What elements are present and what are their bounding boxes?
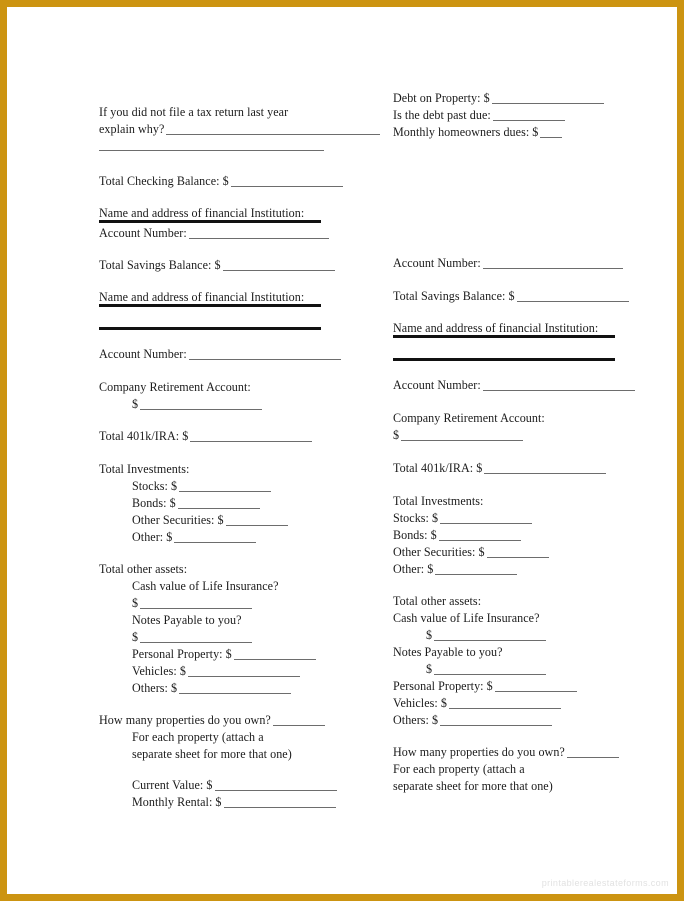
form-label-current-value: Current Value: $: [132, 778, 213, 792]
blank-field-total-401k-ira[interactable]: [190, 431, 312, 442]
form-label-company-retirement: Company Retirement Account:: [99, 380, 251, 394]
form-line-fin-institution-2: [99, 290, 304, 305]
form-line-current-value: [99, 778, 337, 793]
form-label-account-number-1: Account Number:: [99, 226, 187, 240]
form-label-vehicles: Vehicles: $: [393, 696, 447, 710]
form-line-bonds: [99, 496, 260, 511]
form-label-cash-value-life-ins-amt: $: [132, 596, 139, 610]
blank-field-other[interactable]: [435, 564, 517, 575]
blank-field-total-checking-balance[interactable]: [231, 176, 343, 187]
form-line-others: [99, 681, 291, 696]
blank-field-others[interactable]: [440, 715, 552, 726]
heavy-rule-fin-institution-1-rule-b[interactable]: [393, 358, 615, 361]
form-label-debt-on-property: Debt on Property: $: [393, 91, 490, 105]
form-label-fin-institution-1: Name and address of financial Institution:: [393, 321, 599, 335]
form-line-notes-payable: [360, 645, 503, 660]
form-line-stocks: [360, 511, 532, 526]
form-line-how-many-properties: [99, 713, 325, 728]
blank-field-how-many-properties[interactable]: [273, 715, 325, 726]
form-line-notes-payable-amt: [99, 630, 252, 645]
form-label-total-checking-balance: Total Checking Balance: $: [99, 174, 229, 188]
form-label-others: Others: $: [132, 681, 178, 695]
form-label-total-investments: Total Investments:: [99, 462, 190, 476]
form-line-account-number-1: [99, 226, 329, 241]
form-line-for-each-property-2: [99, 747, 292, 762]
form-sheet: [7, 7, 677, 894]
blank-field-total-401k-ira[interactable]: [484, 463, 606, 474]
form-label-monthly-rental: Monthly Rental: $: [132, 795, 222, 809]
blank-field-others[interactable]: [179, 683, 291, 694]
form-label-for-each-property-2: separate sheet for more that one): [393, 779, 553, 793]
form-line-total-savings-balance: [99, 258, 335, 273]
form-line-total-savings-balance: [360, 289, 629, 304]
form-label-total-investments: Total Investments:: [393, 494, 484, 508]
form-label-others: Others: $: [393, 713, 439, 727]
blank-field-other[interactable]: [174, 532, 256, 543]
form-line-fin-institution-1: [99, 206, 304, 221]
form-line-account-number-2: [360, 378, 635, 393]
form-line-other: [99, 530, 256, 545]
blank-field-personal-property[interactable]: [234, 649, 316, 660]
form-label-total-other-assets: Total other assets:: [393, 594, 482, 608]
form-label-total-401k-ira: Total 401k/IRA: $: [99, 429, 189, 443]
form-line-total-investments: [360, 494, 483, 509]
form-line-cash-value-life-ins: [360, 611, 540, 626]
blank-field-company-retirement-amt[interactable]: [401, 430, 523, 441]
footer-watermark: printablerealestateforms.com: [541, 878, 669, 888]
form-label-total-savings-balance: Total Savings Balance: $: [393, 289, 515, 303]
form-label-notes-payable-amt: $: [426, 662, 433, 676]
form-label-other: Other: $: [132, 530, 173, 544]
blank-field-account-number-2[interactable]: [189, 349, 341, 360]
form-label-notes-payable: Notes Payable to you?: [393, 645, 503, 659]
heavy-rule-fin-institution-2-rule-b[interactable]: [99, 327, 321, 330]
blank-field-notes-payable-amt[interactable]: [140, 632, 252, 643]
form-line-total-other-assets: [99, 562, 187, 577]
form-line-account-number-2: [99, 347, 341, 362]
blank-rule-explain-why-rule[interactable]: [99, 150, 324, 151]
form-line-for-each-property-2: [360, 779, 553, 794]
form-line-personal-property: [99, 647, 316, 662]
form-line-company-retirement-amt: [360, 428, 523, 443]
form-line-other: [360, 562, 517, 577]
blank-field-stocks[interactable]: [440, 513, 532, 524]
blank-field-how-many-properties[interactable]: [567, 747, 619, 758]
form-label-company-retirement-amt: $: [393, 428, 400, 442]
form-label-other-securities: Other Securities: $: [393, 545, 485, 559]
form-line-personal-property: [360, 679, 577, 694]
blank-field-stocks[interactable]: [179, 481, 271, 492]
form-line-bonds: [360, 528, 521, 543]
form-label-for-each-property-1: For each property (attach a: [393, 762, 525, 776]
form-label-notes-payable-amt: $: [132, 630, 139, 644]
blank-field-account-number-1[interactable]: [189, 228, 329, 239]
form-line-vehicles: [360, 696, 561, 711]
form-label-account-number-2: Account Number:: [393, 378, 481, 392]
form-label-fin-institution-2: Name and address of financial Institution:: [99, 290, 305, 304]
form-label-for-each-property-2: separate sheet for more that one): [132, 747, 292, 761]
form-label-account-number-1: Account Number:: [393, 256, 481, 270]
blank-field-account-number-1[interactable]: [483, 258, 623, 269]
form-line-vehicles: [99, 664, 300, 679]
blank-field-cash-value-life-ins-amt[interactable]: [434, 630, 546, 641]
form-line-no-tax-return-q2: [99, 122, 380, 137]
form-label-other-securities: Other Securities: $: [132, 513, 224, 527]
form-line-total-investments: [99, 462, 189, 477]
form-line-for-each-property-1: [360, 762, 525, 777]
form-label-is-debt-past-due: Is the debt past due:: [393, 108, 491, 122]
blank-field-is-debt-past-due[interactable]: [493, 110, 565, 121]
blank-field-vehicles[interactable]: [449, 698, 561, 709]
form-label-personal-property: Personal Property: $: [132, 647, 232, 661]
blank-field-personal-property[interactable]: [495, 681, 577, 692]
form-line-total-401k-ira: [360, 461, 606, 476]
blank-field-account-number-2[interactable]: [483, 380, 635, 391]
heavy-rule-fin-institution-2-rule-a[interactable]: [99, 304, 321, 307]
form-label-company-retirement-amt: $: [132, 397, 139, 411]
form-label-total-savings-balance: Total Savings Balance: $: [99, 258, 221, 272]
form-label-account-number-2: Account Number:: [99, 347, 187, 361]
form-label-how-many-properties: How many properties do you own?: [99, 713, 271, 727]
form-label-notes-payable: Notes Payable to you?: [132, 613, 242, 627]
blank-field-no-tax-return-q2[interactable]: [166, 124, 380, 135]
form-label-bonds: Bonds: $: [393, 528, 437, 542]
form-label-cash-value-life-ins: Cash value of Life Insurance?: [393, 611, 540, 625]
form-label-cash-value-life-ins: Cash value of Life Insurance?: [132, 579, 279, 593]
form-line-for-each-property-1: [99, 730, 264, 745]
form-line-company-retirement: [99, 380, 251, 395]
form-label-bonds: Bonds: $: [132, 496, 176, 510]
form-label-how-many-properties: How many properties do you own?: [393, 745, 565, 759]
form-label-cash-value-life-ins-amt: $: [426, 628, 433, 642]
form-line-stocks: [99, 479, 271, 494]
form-line-total-other-assets: [360, 594, 481, 609]
form-line-no-tax-return-q1: [99, 105, 288, 120]
blank-field-total-savings-balance[interactable]: [517, 291, 629, 302]
form-line-monthly-hoa-dues: [360, 125, 562, 140]
form-label-for-each-property-1: For each property (attach a: [132, 730, 264, 744]
blank-field-other-securities[interactable]: [226, 515, 288, 526]
form-label-fin-institution-1: Name and address of financial Institution:: [99, 206, 305, 220]
form-label-total-other-assets: Total other assets:: [99, 562, 188, 576]
form-line-account-number-1: [360, 256, 623, 271]
form-line-cash-value-life-ins-amt: [360, 628, 546, 643]
blank-field-monthly-hoa-dues[interactable]: [540, 127, 562, 138]
blank-field-debt-on-property[interactable]: [492, 93, 604, 104]
blank-field-cash-value-life-ins-amt[interactable]: [140, 598, 252, 609]
form-line-is-debt-past-due: [360, 108, 565, 123]
heavy-rule-fin-institution-1-rule-a[interactable]: [393, 335, 615, 338]
blank-field-company-retirement-amt[interactable]: [140, 399, 262, 410]
blank-field-notes-payable-amt[interactable]: [434, 664, 546, 675]
form-line-total-checking-balance: [99, 174, 343, 189]
form-line-debt-on-property: [360, 91, 604, 106]
heavy-rule-fin-institution-1-rule-a[interactable]: [99, 220, 321, 223]
form-label-stocks: Stocks: $: [393, 511, 439, 525]
form-label-total-401k-ira: Total 401k/IRA: $: [393, 461, 483, 475]
form-line-monthly-rental: [99, 795, 336, 810]
form-line-company-retirement: [360, 411, 545, 426]
blank-field-bonds[interactable]: [178, 498, 260, 509]
form-line-notes-payable: [99, 613, 242, 628]
form-line-other-securities: [99, 513, 288, 528]
form-label-monthly-hoa-dues: Monthly homeowners dues: $: [393, 125, 539, 139]
form-label-other: Other: $: [393, 562, 434, 576]
form-line-how-many-properties: [360, 745, 619, 760]
blank-field-current-value[interactable]: [215, 780, 337, 791]
form-label-company-retirement: Company Retirement Account:: [393, 411, 545, 425]
blank-field-total-savings-balance[interactable]: [223, 260, 335, 271]
blank-field-monthly-rental[interactable]: [224, 797, 336, 808]
form-label-vehicles: Vehicles: $: [132, 664, 186, 678]
form-line-cash-value-life-ins-amt: [99, 596, 252, 611]
form-label-personal-property: Personal Property: $: [393, 679, 493, 693]
form-line-other-securities: [360, 545, 549, 560]
form-line-others: [360, 713, 552, 728]
form-label-stocks: Stocks: $: [132, 479, 178, 493]
form-line-cash-value-life-ins: [99, 579, 279, 594]
form-line-total-401k-ira: [99, 429, 312, 444]
form-line-company-retirement-amt: [99, 397, 262, 412]
form-label-no-tax-return-q1: If you did not file a tax return last year: [99, 105, 289, 119]
form-label-no-tax-return-q2: explain why?: [99, 122, 165, 136]
form-line-notes-payable-amt: [360, 662, 546, 677]
blank-field-vehicles[interactable]: [188, 666, 300, 677]
blank-field-other-securities[interactable]: [487, 547, 549, 558]
blank-field-bonds[interactable]: [439, 530, 521, 541]
form-line-fin-institution-1: [360, 321, 598, 336]
